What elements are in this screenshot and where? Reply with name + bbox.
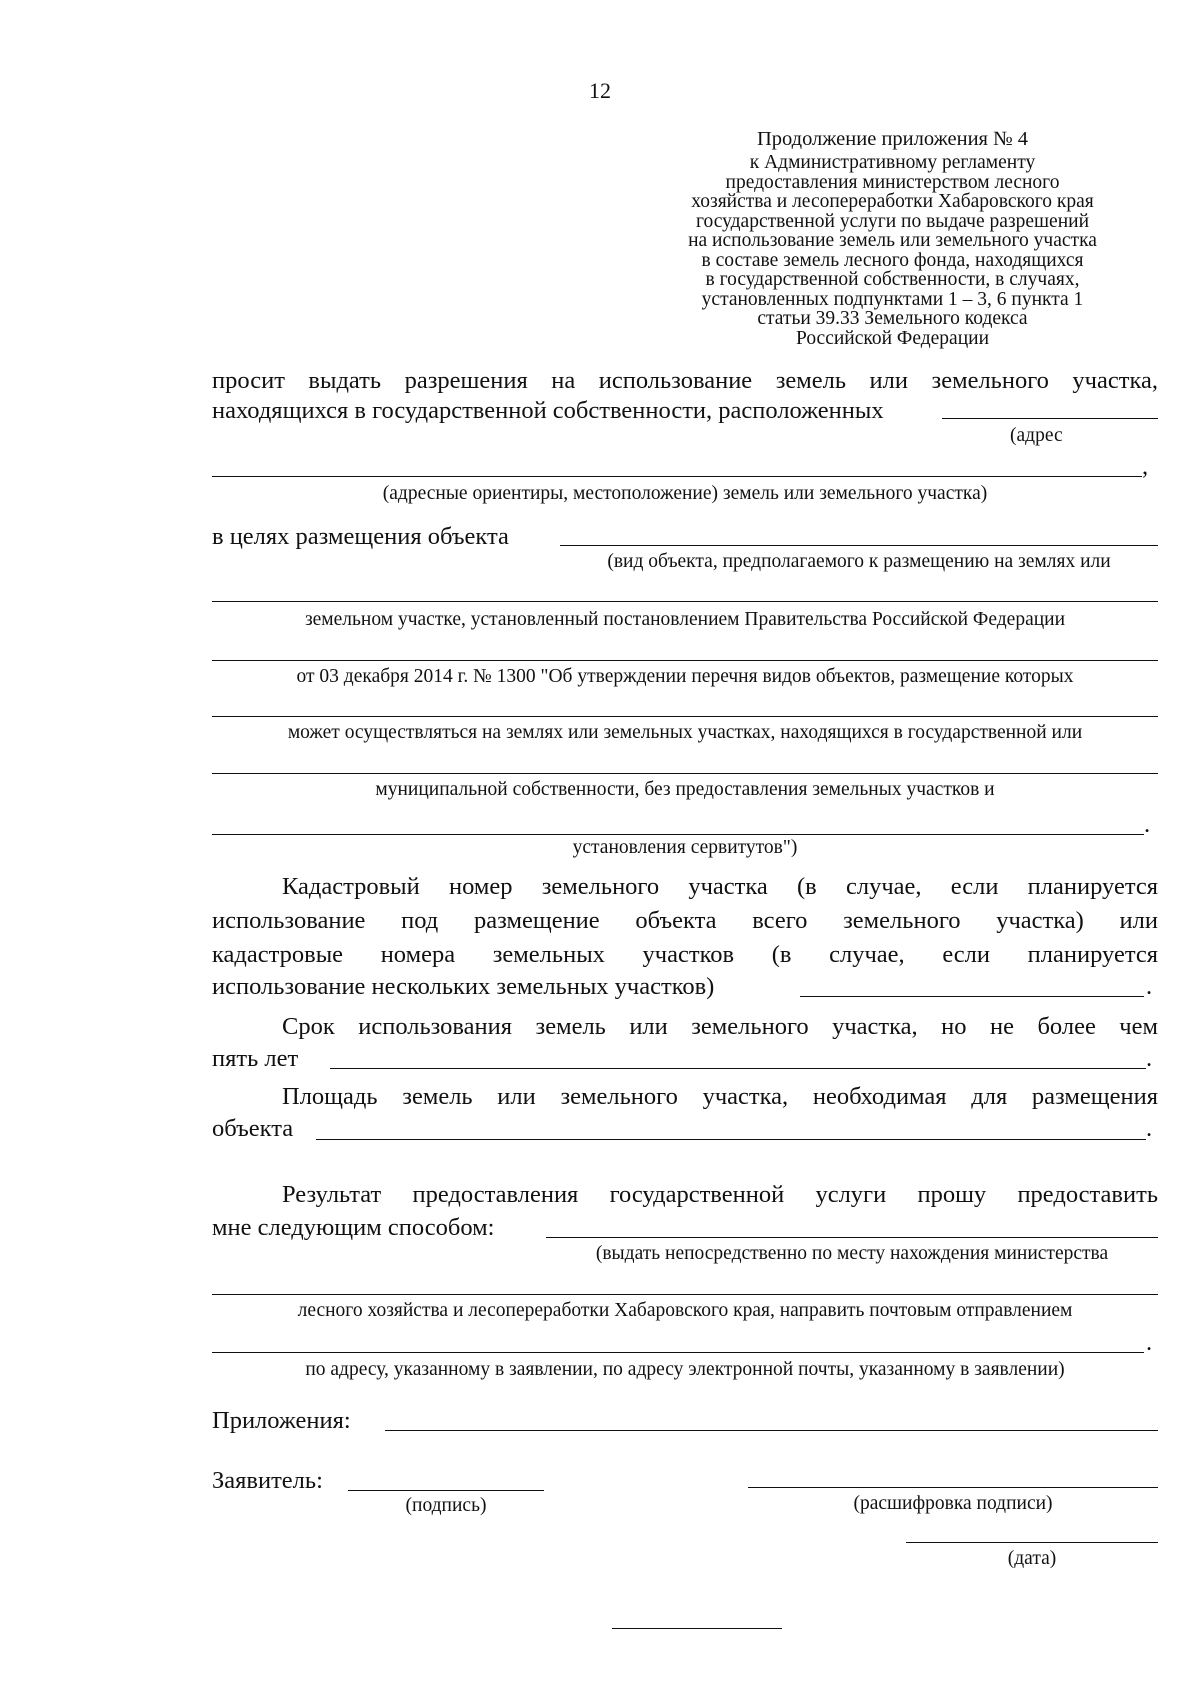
purpose-caption: от 03 декабря 2014 г. № 1300 "Об утверждении перечня видов объектов, размещение которых <box>296 666 1074 687</box>
cadastral-number-field[interactable] <box>800 996 1144 997</box>
header-line: в государственной собственности, в случаях, <box>705 269 1080 290</box>
signature-decode-field[interactable] <box>748 1487 1158 1488</box>
appendix-header <box>595 128 1190 348</box>
area-field[interactable] <box>316 1139 1146 1140</box>
result-caption: по адресу, указанному в заявлении, по адресу электронной почты, указанному в заявлении) <box>305 1359 1065 1380</box>
period: . <box>1146 1115 1153 1142</box>
attachments-field[interactable] <box>385 1430 1158 1431</box>
comma: , <box>1142 453 1149 480</box>
period: . <box>1146 1045 1153 1072</box>
area-line-2: объекта <box>212 1115 294 1142</box>
header-line: Продолжение приложения № 4 <box>756 128 1029 150</box>
address-caption: (адресные ориентиры, местоположение) земель или земельного участка) <box>382 483 988 504</box>
period: . <box>1146 1329 1153 1356</box>
applicant-label: Заявитель: <box>212 1467 323 1494</box>
term-field[interactable] <box>330 1068 1146 1069</box>
result-field-2[interactable] <box>212 1294 1158 1295</box>
header-line: к Административному регламенту <box>749 152 1036 173</box>
result-field-3[interactable] <box>212 1352 1144 1353</box>
date-caption: (дата) <box>1007 1548 1057 1569</box>
request-line-2: находящихся в государственной собственности, расположенных <box>212 397 884 424</box>
purpose-caption: муниципальной собственности, без предоставления земельных участков и <box>375 779 995 800</box>
signature-caption: (подпись) <box>405 1495 487 1516</box>
header-line: государственной услуги по выдаче разрешений <box>695 210 1090 232</box>
result-line-1: Результат предоставления государственной услуги прошу предоставить <box>282 1181 1158 1208</box>
purpose-field-3[interactable] <box>212 660 1158 661</box>
header-line: предоставления министерством лесного <box>725 171 1060 193</box>
cadastral-last: использование нескольких земельных участков) <box>212 973 715 1000</box>
area-line-1: Площадь земель или земельного участка, необходимая для размещения <box>282 1083 1158 1110</box>
end-separator <box>612 1628 782 1629</box>
header-line: на использование земель или земельного участка <box>688 230 1097 251</box>
address-field-cont[interactable] <box>212 476 1142 477</box>
purpose-caption: может осуществляться на землях или земельных участках, находящихся в государственной или <box>287 722 1083 743</box>
period: . <box>1144 811 1151 838</box>
page-number: 12 <box>589 78 611 103</box>
cadastral-line: Кадастровый номер земельного участка (в случае, если планируется <box>282 873 1158 900</box>
result-caption: (выдать непосредственно по месту нахождения министерства <box>595 1243 1109 1264</box>
header-line: установленных подпунктами 1 – 3, 6 пункта 1 <box>701 288 1084 310</box>
cadastral-line: кадастровые номера земельных участков (в случае, если планируется <box>212 941 1158 968</box>
result-caption: лесного хозяйства и лесопереработки Хабаровского края, направить почтовым отправлением <box>297 1300 1073 1321</box>
result-line-2: мне следующим способом: <box>212 1214 495 1241</box>
purpose-label: в целях размещения объекта <box>212 523 509 550</box>
term-line-1: Срок использования земель или земельного участка, но не более чем <box>282 1013 1158 1040</box>
signature-field[interactable] <box>348 1490 544 1491</box>
header-line: статьи 39.33 Земельного кодекса <box>757 308 1028 329</box>
period: . <box>1146 973 1153 1000</box>
purpose-field-6[interactable] <box>212 834 1144 835</box>
term-line-2: пять лет <box>212 1045 299 1072</box>
result-field[interactable] <box>546 1237 1158 1238</box>
purpose-field-2[interactable] <box>212 601 1158 602</box>
purpose-caption: установления сервитутов") <box>572 837 798 858</box>
purpose-field-4[interactable] <box>212 716 1158 717</box>
request-line-1: просит выдать разрешения на использование земель или земельного участка, <box>212 367 1158 394</box>
purpose-field-5[interactable] <box>212 773 1158 774</box>
purpose-field[interactable] <box>560 545 1158 546</box>
address-caption-start: (адрес <box>1010 425 1063 446</box>
header-line: Российской Федерации <box>795 327 990 349</box>
date-field[interactable] <box>906 1542 1158 1543</box>
header-line: в составе земель лесного фонда, находящихся <box>701 249 1084 271</box>
header-line: хозяйства и лесопереработки Хабаровского края <box>691 191 1094 212</box>
cadastral-line: использование под размещение объекта всего земельного участка) или <box>212 907 1158 934</box>
signature-decode-caption: (расшифровка подписи) <box>853 1493 1053 1514</box>
address-field[interactable] <box>942 418 1158 419</box>
attachments-label: Приложения: <box>212 1407 351 1434</box>
purpose-caption: земельном участке, установленный постановлением Правительства Российской Федерации <box>304 609 1066 630</box>
purpose-caption: (вид объекта, предполагаемого к размещению на землях или <box>607 551 1111 572</box>
